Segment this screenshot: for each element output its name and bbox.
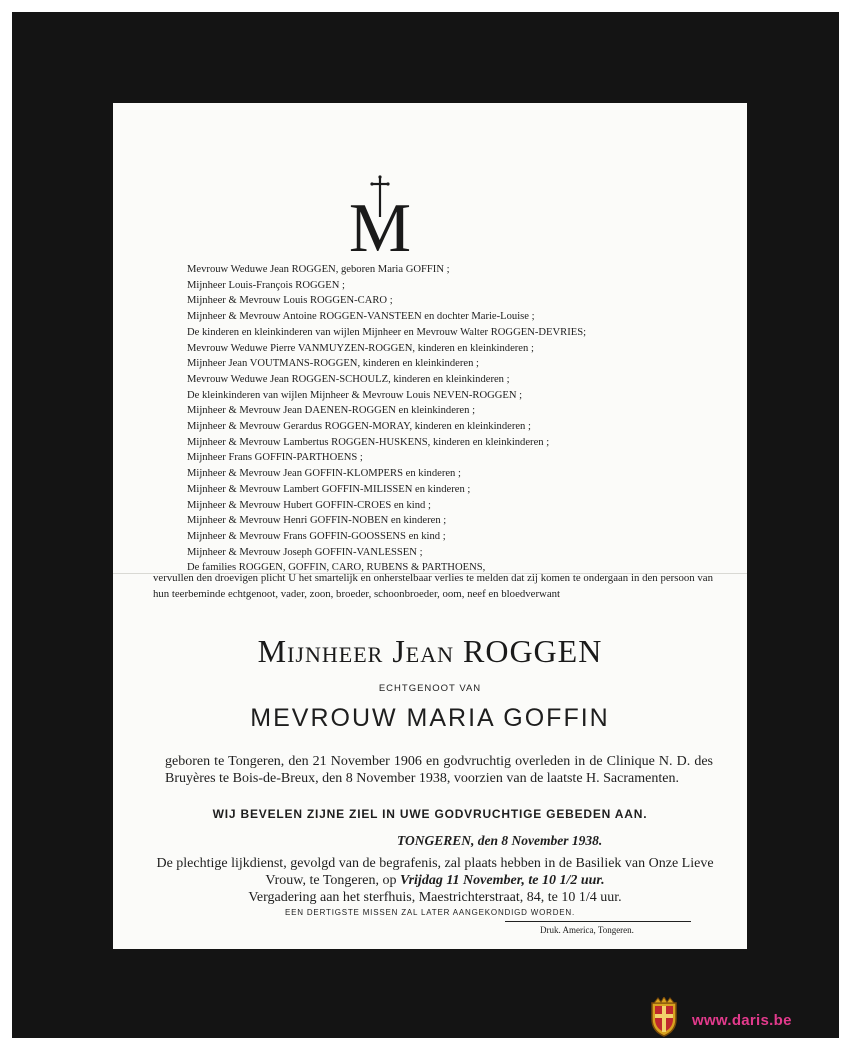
family-line: Mevrouw Weduwe Jean ROGGEN-SCHOULZ, kinderen en kleinkinderen ; <box>187 373 510 385</box>
funeral-date: Vrijdag 11 November, te 10 1/2 uur. <box>400 873 605 888</box>
birth-death-details: geboren te Tongeren, den 21 November 1906 en godvruchtig overleden in de Clinique N. D. des Bruyères te Bois-de-Breux, den 8 November 1938, voorzien van de laatste H. Sacramenten. <box>165 754 713 786</box>
family-line: Mijnheer Louis-François ROGGEN ; <box>187 279 346 291</box>
family-line: Mevrouw Weduwe Pierre VANMUYZEN-ROGGEN, kinderen en kleinkinderen ; <box>187 342 534 354</box>
family-line: Mijnheer & Mevrouw Frans GOFFIN-GOOSSENS en kind ; <box>187 530 446 542</box>
family-line: Mijnheer & Mevrouw Antoine ROGGEN-VANSTEEN en dochter Marie-Louise ; <box>187 311 535 323</box>
family-line: Mijnheer & Mevrouw Gerardus ROGGEN-MORAY, kinderen en kleinkinderen ; <box>187 421 531 433</box>
announcement-intro: vervullen den droevigen plicht U het smartelijk en onherstelbaar verlies te melden dat zij komen te ondergaan in den persoon van hun teerbeminde echtgenoot, vader, zoon, broeder, schoonbroeder, oom, neef en bloedverwant <box>153 572 713 600</box>
family-line: Mijnheer & Mevrouw Jean DAENEN-ROGGEN en kleinkinderen ; <box>187 405 476 417</box>
place-date: TONGEREN, den 8 November 1938. <box>397 833 603 848</box>
spouse-label: ECHTGENOOT VAN <box>378 683 482 694</box>
family-line: Mijnheer & Mevrouw Lambert GOFFIN-MILISSEN en kinderen ; <box>187 483 471 495</box>
prayer-request: WIJ BEVELEN ZIJNE ZIEL IN UWE GODVRUCHTIGE GEBEDEN AAN. <box>212 807 648 821</box>
death-notice-card <box>113 103 747 949</box>
family-line: De kinderen en kleinkinderen van wijlen Mijnheer en Mevrouw Walter ROGGEN-DEVRIES; <box>187 326 587 338</box>
family-line: Mevrouw Weduwe Jean ROGGEN, geboren Maria GOFFIN ; <box>187 264 450 275</box>
family-line: De kleinkinderen van wijlen Mijnheer & Mevrouw Louis NEVEN-ROGGEN ; <box>187 389 523 401</box>
family-line: Mijnheer & Mevrouw Hubert GOFFIN-CROES en kind ; <box>187 499 431 511</box>
family-line: Mijnheer & Mevrouw Henri GOFFIN-NOBEN en kinderen ; <box>187 515 447 527</box>
spouse-name: MEVROUW MARIA GOFFIN <box>250 704 610 732</box>
family-line: Mijnheer & Mevrouw Louis ROGGEN-CARO ; <box>187 295 393 307</box>
deceased-name: Mijnheer Jean ROGGEN <box>257 633 603 669</box>
thirtieth-mass-note: EEN DERTIGSTE MISSEN ZAL LATER AANGEKONDIGD WORDEN. <box>284 908 576 917</box>
watermark-url[interactable]: www.daris.be <box>692 1012 792 1029</box>
family-line: Mijnheer & Mevrouw Joseph GOFFIN-VANLESSEN ; <box>187 546 423 558</box>
funeral-details <box>145 855 725 906</box>
svg-text:M: M <box>348 190 412 255</box>
coat-of-arms-icon <box>648 997 680 1037</box>
marian-monogram-icon <box>335 175 425 255</box>
family-line: Mijnheer & Mevrouw Lambertus ROGGEN-HUSKENS, kinderen en kleinkinderen ; <box>187 436 550 448</box>
funeral-text: De plechtige lijkdienst, gevolgd van de begrafenis, zal plaats hebben in de Basiliek van Onze Lieve Vrouw, te Tongeren, op <box>156 856 714 888</box>
printer-credit: Druk. America, Tongeren. <box>540 925 634 935</box>
family-line: Mijnheer & Mevrouw Jean GOFFIN-KLOMPERS en kinderen ; <box>187 468 461 480</box>
family-line: De families ROGGEN, GOFFIN, CARO, RUBENS & PARTHOENS, <box>187 562 486 574</box>
family-line: Mijnheer Frans GOFFIN-PARTHOENS ; <box>187 452 363 464</box>
family-line: Mijnheer Jean VOUTMANS-ROGGEN, kinderen en kleinkinderen ; <box>187 358 479 370</box>
gathering-text: Vergadering aan het sterfhuis, Maestrichterstraat, 84, te 10 1/4 uur. <box>248 890 622 905</box>
family-list <box>187 262 727 576</box>
printer-rule <box>505 921 691 922</box>
